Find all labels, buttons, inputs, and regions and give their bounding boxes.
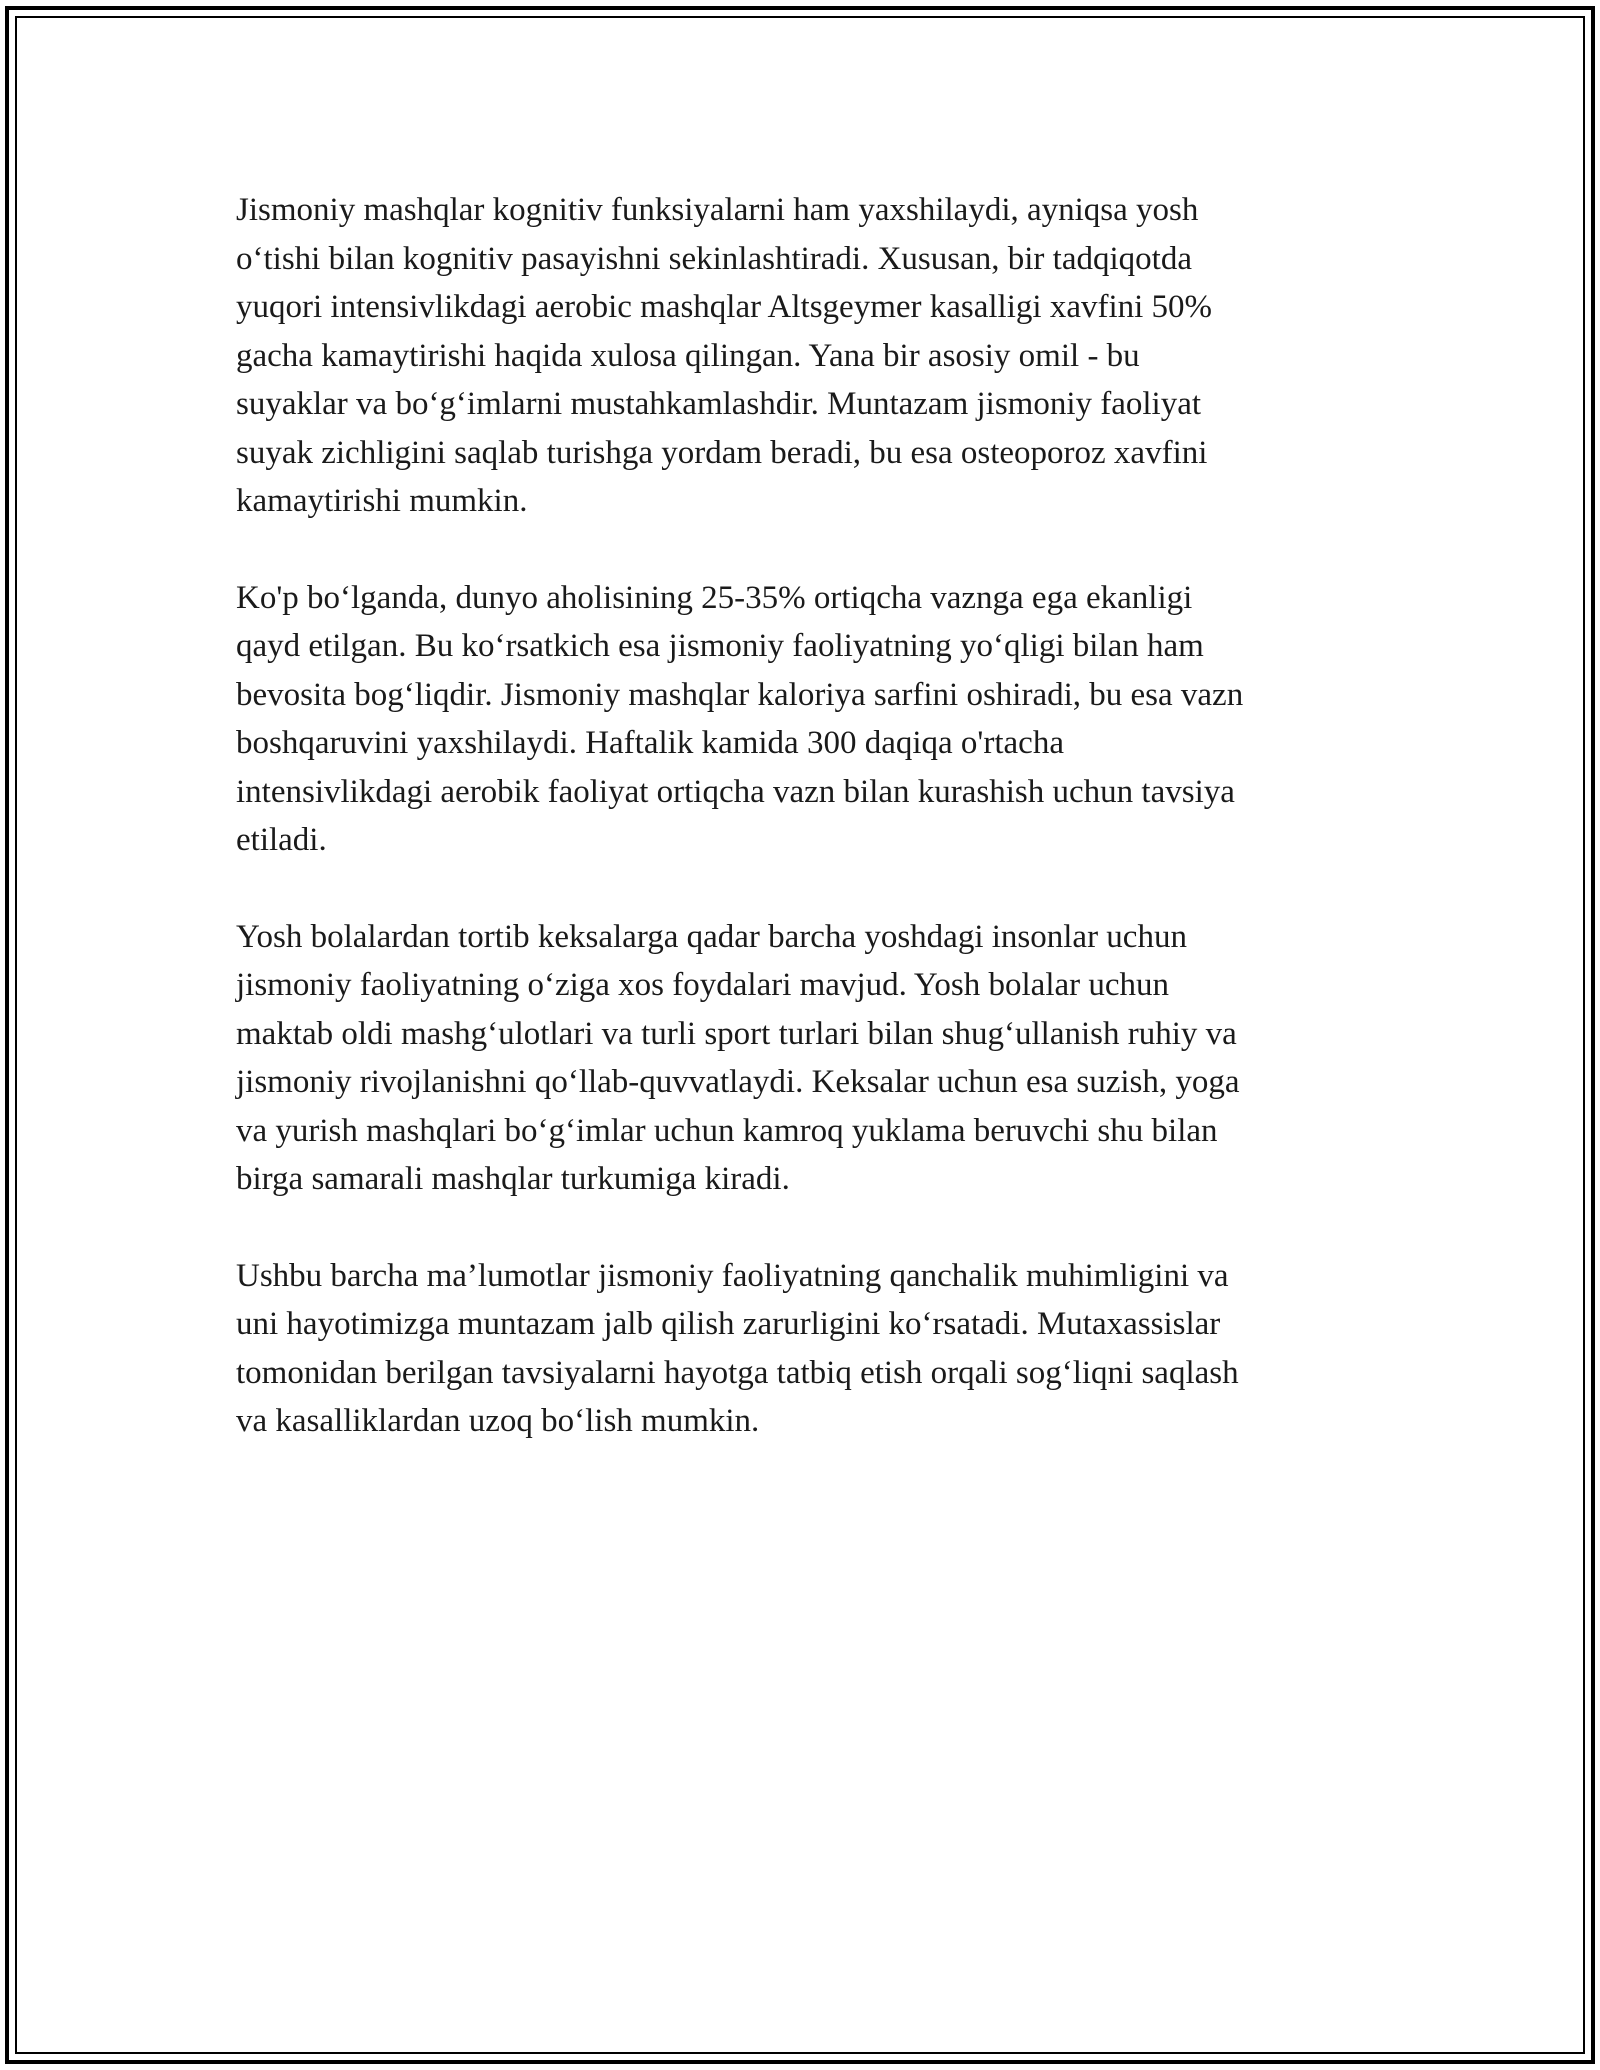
paragraph-4: Ushbu barcha ma’lumotlar jismoniy faoliyatning qanchalik muhimligini va uni hayotimizga muntazam jalb qilish zarurligini ko‘rsatadi. Mutaxassislar tomonidan berilgan tavsiyalarni hayotga tatbiq etish orqali sog‘liqni saqlash va kasalliklardan uzoq bo‘lish mumkin. — [236, 1257, 1239, 1439]
paragraph-2: Ko'p bo‘lganda, dunyo aholisining 25-35% ortiqcha vaznga ega ekanligi qayd etilgan. Bu ko‘rsatkich esa jismoniy faoliyatning yo‘qligi bilan ham bevosita bog‘liqdir. Jismoniy mashqlar kaloriya sarfini oshiradi, bu esa vazn boshqaruvini yaxshilaydi. Haftalik kamida 300 daqiqa o'rtacha intensivlikdagi aerobik faoliyat ortiqcha vazn bilan kurashish uchun tavsiya etiladi. — [236, 579, 1244, 858]
paragraph-1: Jismoniy mashqlar kognitiv funksiyalarni ham yaxshilaydi, ayniqsa yosh o‘tishi bilan kognitiv pasayishni sekinlashtiradi. Xususan, bir tadqiqotda yuqori intensivlikdagi aerobic mashqlar Altsgeymer kasalligi xavfini 50% gacha kamaytirishi haqida xulosa qilingan. Yana bir asosiy omil - bu suyaklar va bo‘g‘imlarni mustahkamlashdir. Muntazam jismoniy faoliyat suyak zichligini saqlab turishga yordam beradi, bu esa osteoporoz xavfini kamaytirishi mumkin. — [236, 192, 1213, 519]
document-body — [236, 186, 1376, 1494]
paragraph-3: Yosh bolalardan tortib keksalarga qadar barcha yoshdagi insonlar uchun jismoniy faoliyatning o‘ziga xos foydalari mavjud. Yosh bolalar uchun maktab oldi mashg‘ulotlari va turli sport turlari bilan shug‘ullanish ruhiy va jismoniy rivojlanishni qo‘llab-quvvatlaydi. Keksalar uchun esa suzish, yoga va yurish mashqlari bo‘g‘imlar uchun kamroq yuklama beruvchi shu bilan birga samarali mashqlar turkumiga kiradi. — [236, 918, 1240, 1197]
